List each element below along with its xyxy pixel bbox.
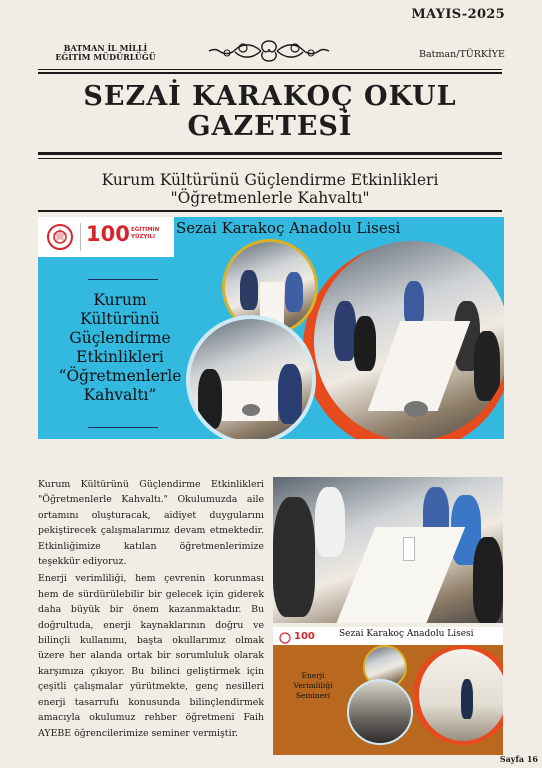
poster-caption-2: Verimliliği <box>293 681 333 690</box>
headline-line-1: Kurum Kültürünü Güçlendirme Etkinlikleri <box>101 171 439 189</box>
seminar-speaker-photo <box>419 649 503 741</box>
headline-line-2: "Öğretmenlerle Kahvaltı" <box>170 189 370 207</box>
issue-date: MAYIS-2025 <box>411 7 505 22</box>
event-banner <box>38 217 504 439</box>
breakfast-photo-large <box>314 241 504 439</box>
masthead-rule <box>38 152 502 155</box>
poster-caption-1: Enerji <box>301 671 325 680</box>
location: Batman/TÜRKİYE <box>418 49 505 60</box>
poster-emblem-icon <box>279 632 291 644</box>
title-line-2: GAZETESİ <box>187 111 353 142</box>
paragraph-1: Kurum Kültürünü Güçlendirme Etkinlikleri "Öğretmenlerle Kahvaltı." Okulumuzda aile ortamını oluşturacak, aidiyet duygularını pekiştirecek çalışmalarımız devam etmektedir. Etkinliğimize katılan öğretmenlerimize teşekkür ediyoruz. <box>38 479 264 568</box>
ornament-divider <box>205 38 333 64</box>
seminar-audience-photo <box>347 679 413 745</box>
poster-caption <box>281 671 345 701</box>
seminar-poster <box>273 627 503 755</box>
paragraph-2: Enerji verimliliği, hem çevrenin korunması hem de sürdürülebilir bir gelecek için giderek daha büyük bir önem kazanmaktadır. Bu doğrultuda, enerji kaynaklarının doğru ve bilinçli kullanımı, başta okullarımız olmak üzere her alanda ortak bir sorumluluk olarak karşımıza çıkıyor. Bu bilinci geliştirmek için çeşitli çalışmalar yürütmekte, genç nesilleri enerji tasarrufu konusunda bilinçlendirmek amacıyla okulumuz rehber öğretmeni Faih AYEBE öğrencilerimize seminer vermiştir. <box>38 573 264 739</box>
caption-1: Kurum <box>93 291 147 309</box>
caption-4: Etkinlikleri <box>76 348 164 366</box>
caption-rule-top <box>88 279 158 280</box>
logo-sub-1: EĞİTİMİN <box>131 227 160 233</box>
centennial-logo-text <box>131 227 159 241</box>
poster-school-name: Sezai Karakoç Anadolu Lisesi <box>339 629 474 639</box>
page-number: Sayfa 16 <box>499 754 538 764</box>
logo-divider <box>80 223 81 251</box>
newspaper-title <box>38 82 502 142</box>
header-rule <box>38 69 502 70</box>
centennial-logo-number: 100 <box>86 222 130 246</box>
logo-sub-2: YÜZYILI <box>131 234 156 240</box>
banner-caption <box>46 291 194 405</box>
caption-3: Güçlendirme <box>69 329 171 347</box>
caption-5: “Öğretmenlerle <box>58 367 182 385</box>
poster-caption-3: Semineri <box>295 691 331 700</box>
article-headline <box>38 171 502 207</box>
caption-2: Kültürünü <box>80 310 160 328</box>
meb-logo-block <box>38 217 174 257</box>
teachers-breakfast-photo <box>273 477 503 623</box>
caption-rule-bottom <box>88 427 158 428</box>
org-line-1: BATMAN İL MİLLİ <box>63 43 148 53</box>
poster-logo <box>279 631 329 645</box>
headline-rule <box>38 210 502 212</box>
meb-emblem-icon <box>46 223 74 251</box>
header-rule-bold <box>38 72 502 74</box>
poster-logo-number: 100 <box>294 631 315 642</box>
title-line-1: SEZAİ KARAKOÇ OKUL <box>83 81 457 112</box>
masthead-rule-thin <box>38 158 502 159</box>
org-line-2: EĞİTİM MÜDÜRLÜĞÜ <box>55 52 156 62</box>
banner-school-name: Sezai Karakoç Anadolu Lisesi <box>176 219 401 237</box>
breakfast-photo-medium <box>186 315 316 439</box>
organization-name <box>38 44 173 62</box>
caption-6: Kahvaltı” <box>83 386 157 404</box>
article-body <box>38 477 264 741</box>
